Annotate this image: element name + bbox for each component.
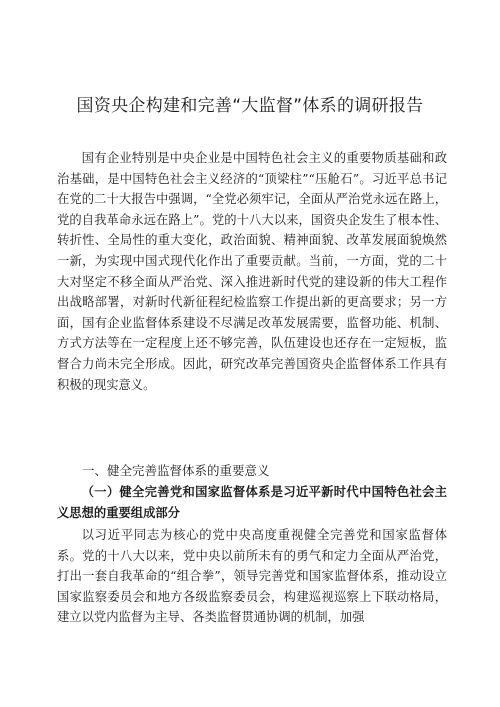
body-paragraph-intro: 国有企业特别是中央企业是中国特色社会主义的重要物质基础和政治基础，是中国特色社会主义经济的“顶梁柱”“压舱石”。习近平总书记在党的二十大报告中强调，“全党必须牢记，全面从严治党永远在路上，党的自我革命永远在路上”。党的十八大以来，国资央企发生了根本性、转折性、全局性的重大变化，政治面貌、精神面貌、改革发展面貌焕然一新，为实现中国式现代化作出了重要贡献。当前，一方面，党的二十大对坚定不移全面从严治党、深入推进新时代党的建设新的伟大工程作出战略部署，对新时代新征程纪检监察工作提出新的更高要求；另一方面，国有企业监督体系建设不尽满足改革发展需要，监督功能、机制、方式方法等在一定程度上还不够完善，队伍建设也还存在一定短板，监督合力尚未完全形成。因此，研究改革完善国资央企监督体系工作具有积极的现实意义。: [57, 151, 447, 392]
section-heading-1: 一、健全完善监督体系的重要意义: [82, 463, 270, 478]
subsection-heading-1: （一）健全完善党和国家监督体系是习近平新时代中国特色社会主义思想的重要组成部分: [57, 484, 447, 520]
body-paragraph-1: 以习近平同志为核心的党中央高度重视健全完善党和国家监督体系。党的十八大以来，党中央以前所未有的勇气和定力全面从严治党，打出一套自我革命的“组合拳”，领导完善党和国家监督体系，推动设立国家监察委员会和地方各级监察委员会，构建巡视巡察上下联动格局，建立以党内监督为主导、各类监督贯通协调的机制，加强: [57, 528, 447, 625]
document-title: 国资央企构建和完善“大监督”体系的调研报告: [76, 96, 424, 116]
